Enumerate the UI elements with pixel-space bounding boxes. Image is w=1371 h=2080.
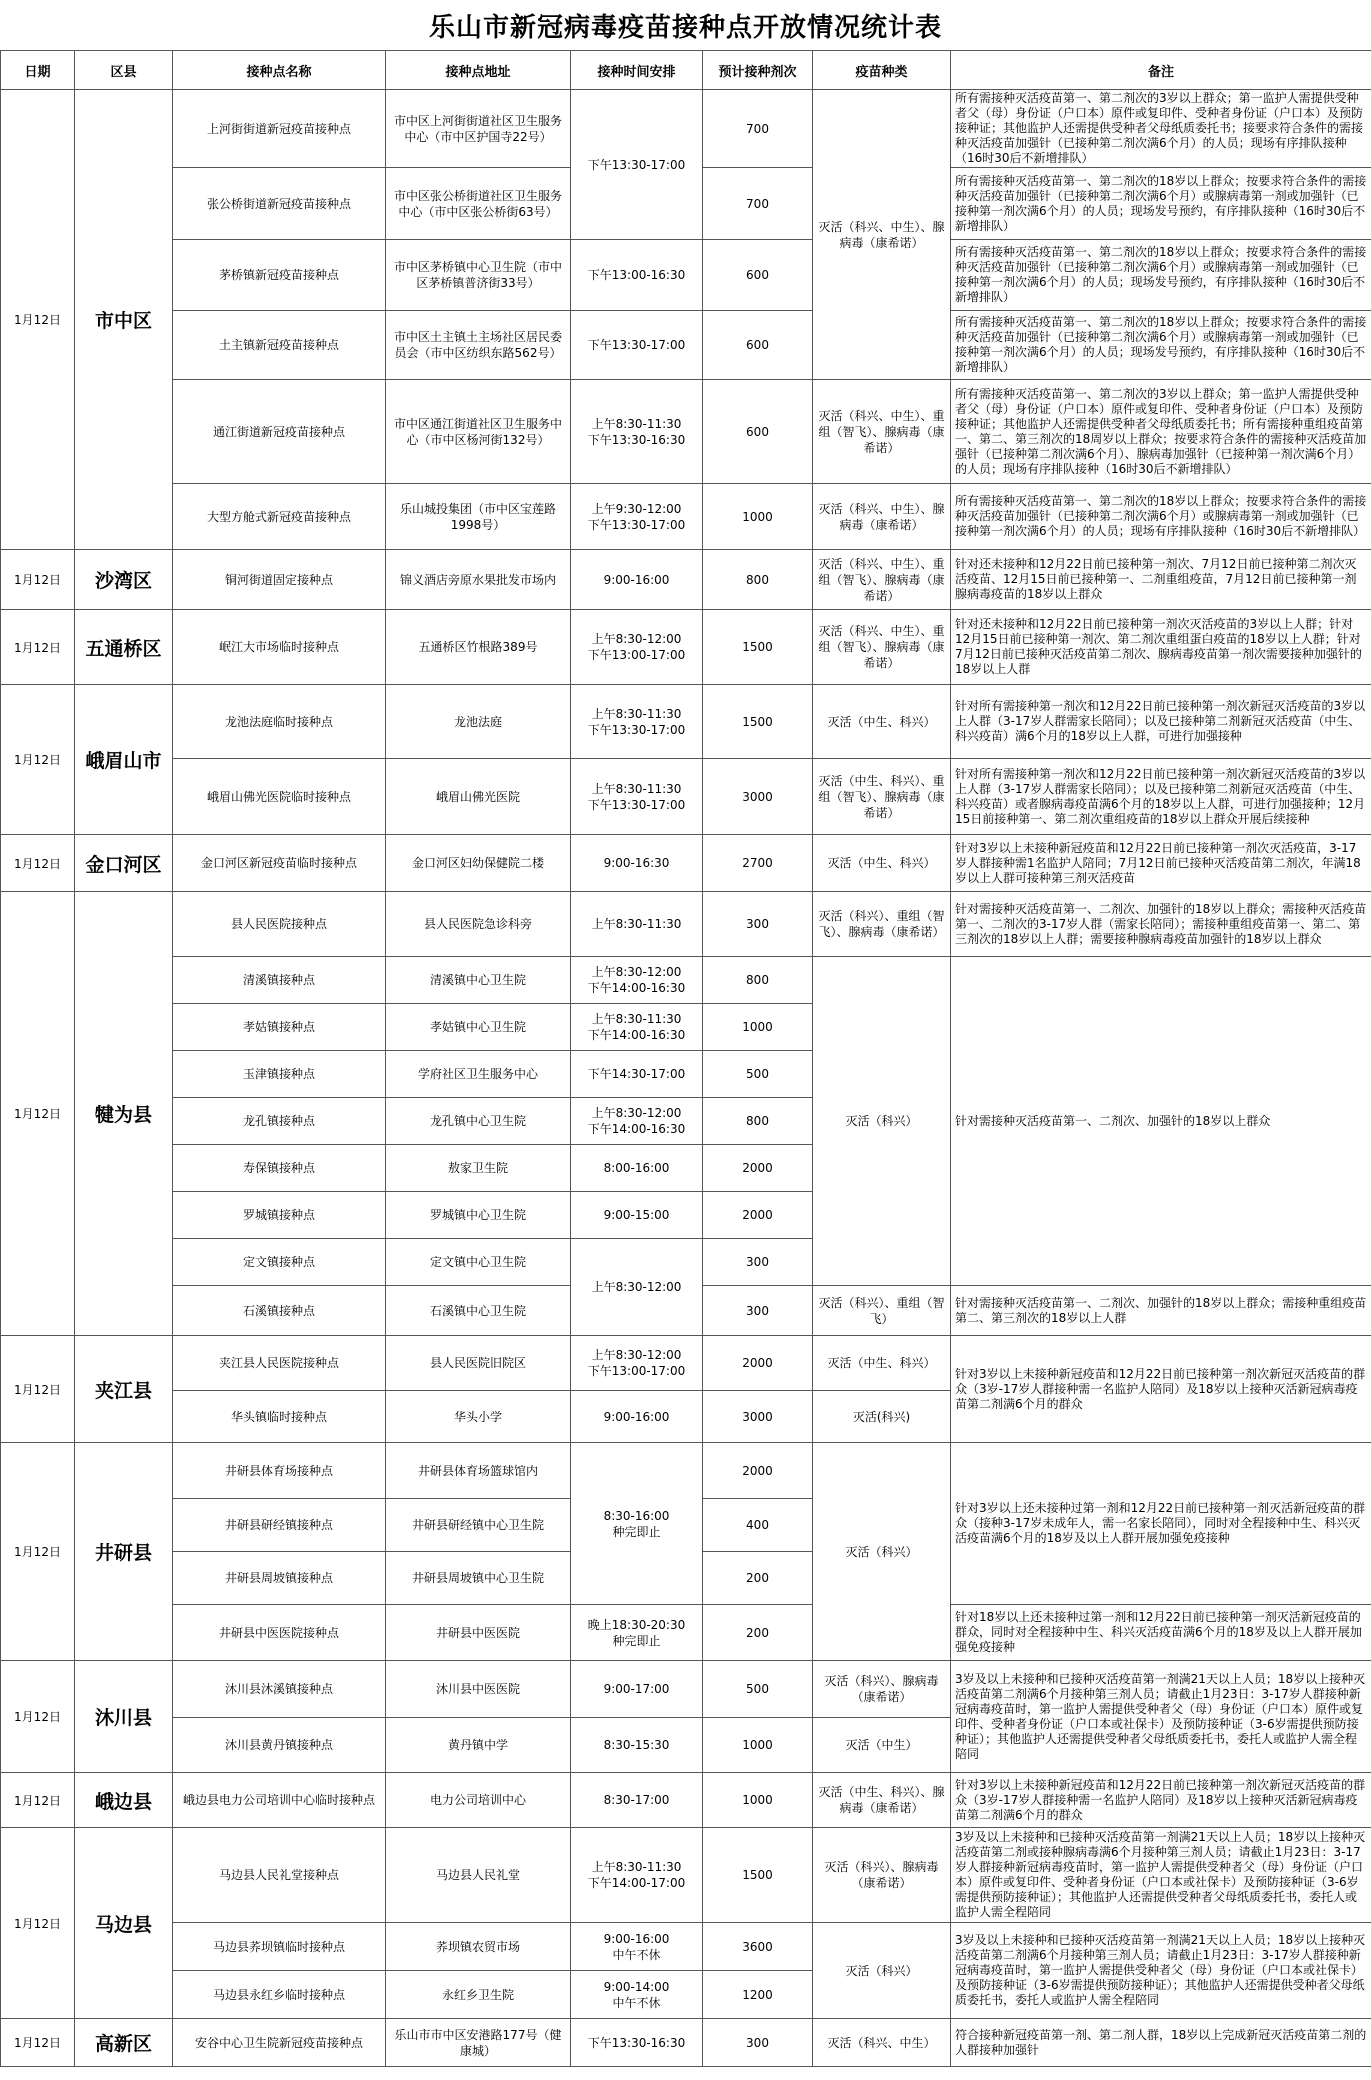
table-row xyxy=(1,1443,1371,1499)
doses-cell: 2000 xyxy=(703,1192,813,1239)
site-address-cell: 五通桥区竹根路389号 xyxy=(386,610,571,685)
doses-cell: 300 xyxy=(703,2019,813,2067)
doses-cell: 800 xyxy=(703,957,813,1004)
site-name-cell: 井研县研经镇接种点 xyxy=(173,1499,386,1552)
site-name-cell: 马边县荞坝镇临时接种点 xyxy=(173,1923,386,1971)
table-row xyxy=(1,892,1371,957)
doses-cell: 800 xyxy=(703,550,813,610)
table-row xyxy=(1,835,1371,892)
schedule-cell: 上午8:30-12:00 下午13:00-17:00 xyxy=(571,610,703,685)
site-address-cell: 金口河区妇幼保健院二楼 xyxy=(386,835,571,892)
table-row xyxy=(1,1605,1371,1661)
site-name-cell: 孝姑镇接种点 xyxy=(173,1004,386,1051)
doses-cell: 1000 xyxy=(703,484,813,550)
table-row xyxy=(1,380,1371,484)
notes-cell: 针对3岁以上未接种新冠疫苗和12月22日前已接种第一剂次灭活疫苗，3-17岁人群接种需1名监护人陪同；7月12日前已接种灭活疫苗第二剂次，年满18岁以上人群可接种第三剂灭活疫苗 xyxy=(951,835,1371,892)
site-name-cell: 县人民医院接种点 xyxy=(173,892,386,957)
site-address-cell: 市中区通江街道社区卫生服务中心（市中区杨河街132号） xyxy=(386,380,571,484)
site-address-cell: 乐山城投集团（市中区宝莲路1998号） xyxy=(386,484,571,550)
site-address-cell: 敖家卫生院 xyxy=(386,1145,571,1192)
vaccine-type-cell: 灭活（科兴）、腺病毒（康希诺） xyxy=(813,1661,951,1718)
schedule-cell: 上午8:30-12:00 下午13:00-17:00 xyxy=(571,1336,703,1391)
date-cell: 1月12日 xyxy=(1,90,75,550)
schedule-cell: 8:30-17:00 xyxy=(571,1773,703,1828)
site-address-cell: 井研县中医医院 xyxy=(386,1605,571,1661)
site-address-cell: 龙孔镇中心卫生院 xyxy=(386,1098,571,1145)
site-address-cell: 井研县周坡镇中心卫生院 xyxy=(386,1552,571,1605)
doses-cell: 2000 xyxy=(703,1443,813,1499)
site-name-cell: 夹江县人民医院接种点 xyxy=(173,1336,386,1391)
date-cell: 1月12日 xyxy=(1,2019,75,2067)
site-name-cell: 龙孔镇接种点 xyxy=(173,1098,386,1145)
doses-cell: 3600 xyxy=(703,1923,813,1971)
site-name-cell: 井研县中医医院接种点 xyxy=(173,1605,386,1661)
site-address-cell: 黄丹镇中学 xyxy=(386,1718,571,1773)
header-doses: 预计接种剂次 xyxy=(703,51,813,90)
site-name-cell: 大型方舱式新冠疫苗接种点 xyxy=(173,484,386,550)
doses-cell: 300 xyxy=(703,1286,813,1336)
notes-cell: 3岁及以上未接种和已接种灭活疫苗第一剂满21天以上人员；18岁以上接种灭活疫苗第二剂满6个月接种第三剂人员；请截止1月23日：3-17岁人群接种新冠病毒疫苗时，第一监护人需提供受种者父（母）身份证（户口本）原件或复印件、受种者身份证（户口本或社保卡）及预防接种证（3-6岁需提供预防接种证）；其他监护人还需提供受种者父母纸质委托书，委托人或监护人需全程陪同 xyxy=(951,1661,1371,1773)
sheet-title: 乐山市新冠病毒疫苗接种点开放情况统计表 xyxy=(428,12,942,43)
doses-cell: 2700 xyxy=(703,835,813,892)
site-name-cell: 铜河街道固定接种点 xyxy=(173,550,386,610)
site-address-cell: 峨眉山佛光医院 xyxy=(386,759,571,835)
doses-cell: 700 xyxy=(703,90,813,168)
site-name-cell: 华头镇临时接种点 xyxy=(173,1391,386,1443)
site-address-cell: 马边县人民礼堂 xyxy=(386,1828,571,1923)
doses-cell: 700 xyxy=(703,168,813,240)
table-row xyxy=(1,1828,1371,1923)
site-address-cell: 学府社区卫生服务中心 xyxy=(386,1051,571,1098)
site-address-cell: 永红乡卫生院 xyxy=(386,1971,571,2019)
schedule-cell: 下午13:00-16:30 xyxy=(571,240,703,311)
notes-cell: 所有需接种灭活疫苗第一、第二剂次的18岁以上群众；按要求符合条件的需接种灭活疫苗加强针（已接种第二剂次满6个月）或腺病毒第一剂或加强针（已接种第一剂次满6个月）的人员；现场有序排队接种（16时30后不新增排队） xyxy=(951,484,1371,550)
notes-cell: 针对还未接种和12月22日前已接种第一剂次灭活疫苗的3岁以上人群；针对12月15日前已接种第一剂次、第二剂次重组蛋白疫苗的18岁以上人群；针对7月12日前已接种灭活疫苗第二剂次、腺病毒疫苗第一剂次需要接种加强针的18岁以上人群 xyxy=(951,610,1371,685)
notes-cell: 针对所有需接种第一剂次和12月22日前已接种第一剂次新冠灭活疫苗的3岁以上人群（3-17岁人群需家长陪同）；以及已接种第二剂新冠灭活疫苗（中生、科兴疫苗）满6个月的18岁以上人群，可进行加强接种 xyxy=(951,685,1371,759)
district-cell: 峨边县 xyxy=(75,1773,173,1828)
table-row xyxy=(1,1773,1371,1828)
date-cell: 1月12日 xyxy=(1,1336,75,1443)
doses-cell: 1000 xyxy=(703,1718,813,1773)
notes-cell: 所有需接种灭活疫苗第一、第二剂次的18岁以上群众；按要求符合条件的需接种灭活疫苗加强针（已接种第二剂次满6个月）或腺病毒第一剂或加强针（已接种第一剂次满6个月）的人员；现场发号预约，有序排队接种（16时30后不新增排队） xyxy=(951,168,1371,240)
notes-cell: 3岁及以上未接种和已接种灭活疫苗第一剂满21天以上人员；18岁以上接种灭活疫苗第二剂满6个月接种第三剂人员；请截止1月23日：3-17岁人群接种新冠病毒疫苗时，第一监护人需提供受种者父（母）身份证（户口本或社保卡）及预防接种证（3-6岁需提供预防接种证）；其他监护人还需提供受种者父母纸质委托书，委托人或监护人需全程陪同 xyxy=(951,1923,1371,2019)
doses-cell: 500 xyxy=(703,1661,813,1718)
header-vaccine-type: 疫苗种类 xyxy=(813,51,951,90)
schedule-cell: 上午8:30-11:30 xyxy=(571,892,703,957)
district-cell: 犍为县 xyxy=(75,892,173,1336)
schedule-cell: 晚上18:30-20:30 种完即止 xyxy=(571,1605,703,1661)
doses-cell: 1000 xyxy=(703,1773,813,1828)
table-row xyxy=(1,685,1371,759)
table-row xyxy=(1,1923,1371,1971)
date-cell: 1月12日 xyxy=(1,892,75,1336)
notes-cell: 针对还未接种和12月22日前已接种第一剂次、7月12日前已接种第二剂次灭活疫苗、12月15日前已接种第一、二剂重组疫苗，7月12日前已接种第一剂腺病毒疫苗的18岁以上群众 xyxy=(951,550,1371,610)
date-cell: 1月12日 xyxy=(1,610,75,685)
site-address-cell: 市中区张公桥街道社区卫生服务中心（市中区张公桥街63号） xyxy=(386,168,571,240)
site-name-cell: 茅桥镇新冠疫苗接种点 xyxy=(173,240,386,311)
notes-cell: 所有需接种灭活疫苗第一、第二剂次的18岁以上群众；按要求符合条件的需接种灭活疫苗加强针（已接种第二剂次满6个月）或腺病毒第一剂或加强针（已接种第一剂次满6个月）的人员；现场发号预约，有序排队接种（16时30后不新增排队） xyxy=(951,240,1371,311)
table-row xyxy=(1,2019,1371,2067)
vaccine-type-cell: 灭活（科兴）、重组（智飞） xyxy=(813,1286,951,1336)
doses-cell: 1500 xyxy=(703,685,813,759)
schedule-cell: 上午8:30-11:30 下午14:00-16:30 xyxy=(571,1004,703,1051)
table-row xyxy=(1,957,1371,1004)
notes-cell: 针对需接种灭活疫苗第一、二剂次、加强针的18岁以上群众；需接种重组疫苗第二、第三剂次的18岁以上人群 xyxy=(951,1286,1371,1336)
site-address-cell: 罗城镇中心卫生院 xyxy=(386,1192,571,1239)
notes-cell: 针对需接种灭活疫苗第一、二剂次、加强针的18岁以上群众 xyxy=(951,957,1371,1286)
site-name-cell: 金口河区新冠疫苗临时接种点 xyxy=(173,835,386,892)
doses-cell: 200 xyxy=(703,1605,813,1661)
vaccine-type-cell: 灭活（科兴、中生）、重组（智飞）、腺病毒（康希诺） xyxy=(813,550,951,610)
site-address-cell: 沐川县中医医院 xyxy=(386,1661,571,1718)
notes-cell: 所有需接种灭活疫苗第一、第二剂次的18岁以上群众；按要求符合条件的需接种灭活疫苗加强针（已接种第二剂次满6个月）或腺病毒第一剂或加强针（已接种第一剂次满6个月）的人员；现场发号预约，有序排队接种（16时30后不新增排队） xyxy=(951,311,1371,380)
site-address-cell: 县人民医院旧院区 xyxy=(386,1336,571,1391)
table-row xyxy=(1,1336,1371,1391)
table-row xyxy=(1,484,1371,550)
site-address-cell: 华头小学 xyxy=(386,1391,571,1443)
date-cell: 1月12日 xyxy=(1,1661,75,1773)
site-name-cell: 张公桥街道新冠疫苗接种点 xyxy=(173,168,386,240)
schedule-cell: 9:00-17:00 xyxy=(571,1661,703,1718)
doses-cell: 600 xyxy=(703,311,813,380)
notes-cell: 针对3岁以上还未接种过第一剂和12月22日前已接种第一剂灭活新冠疫苗的群众（接种3-17岁未成年人，需一名家长陪同），同时对全程接种中生、科兴灭活疫苗满6个月的18岁及以上人群开展加强免疫接种 xyxy=(951,1443,1371,1605)
schedule-cell: 9:00-16:00 xyxy=(571,550,703,610)
district-cell: 沐川县 xyxy=(75,1661,173,1773)
site-name-cell: 沐川县沐溪镇接种点 xyxy=(173,1661,386,1718)
doses-cell: 600 xyxy=(703,380,813,484)
district-cell: 五通桥区 xyxy=(75,610,173,685)
site-address-cell: 荞坝镇农贸市场 xyxy=(386,1923,571,1971)
notes-cell: 所有需接种灭活疫苗第一、第二剂次的3岁以上群众；第一监护人需提供受种者父（母）身份证（户口本）原件或复印件、受种者身份证（户口本）及预防接种证；其他监护人还需提供受种者父母纸质委托书；接要求符合条件的需接种灭活疫苗加强针（已接种第二剂次满6个月）的人员；现场有序排队接种（16时30后不新增排队） xyxy=(951,90,1371,168)
site-name-cell: 马边县人民礼堂接种点 xyxy=(173,1828,386,1923)
site-address-cell: 清溪镇中心卫生院 xyxy=(386,957,571,1004)
date-cell: 1月12日 xyxy=(1,550,75,610)
notes-cell: 针对18岁以上还未接种过第一剂和12月22日前已接种第一剂灭活新冠疫苗的群众，同时对全程接种中生、科兴灭活疫苗满6个月的18岁及以上人群开展加强免疫接种 xyxy=(951,1605,1371,1661)
notes-cell: 针对需接种灭活疫苗第一、二剂次、加强针的18岁以上群众；需接种灭活疫苗第一、二剂次的3-17岁人群（需家长陪同）；需接种重组疫苗第一、第二、第三剂次的18岁以上人群；需要接种腺病毒疫苗加强针的18岁以上群众 xyxy=(951,892,1371,957)
doses-cell: 1200 xyxy=(703,1971,813,2019)
vaccine-type-cell: 灭活（科兴） xyxy=(813,1923,951,2019)
schedule-cell: 9:00-15:00 xyxy=(571,1192,703,1239)
schedule-cell: 上午8:30-12:00 下午14:00-16:30 xyxy=(571,957,703,1004)
schedule-cell: 下午14:30-17:00 xyxy=(571,1051,703,1098)
site-address-cell: 石溪镇中心卫生院 xyxy=(386,1286,571,1336)
vaccine-type-cell: 灭活（科兴、中生）、腺病毒（康希诺） xyxy=(813,90,951,380)
date-cell: 1月12日 xyxy=(1,1443,75,1661)
date-cell: 1月12日 xyxy=(1,685,75,835)
vaccine-type-cell: 灭活（科兴、中生） xyxy=(813,2019,951,2067)
district-cell: 沙湾区 xyxy=(75,550,173,610)
district-cell: 高新区 xyxy=(75,2019,173,2067)
schedule-cell: 上午8:30-11:30 下午14:00-17:00 xyxy=(571,1828,703,1923)
doses-cell: 400 xyxy=(703,1499,813,1552)
schedule-cell: 8:30-15:30 xyxy=(571,1718,703,1773)
site-name-cell: 石溪镇接种点 xyxy=(173,1286,386,1336)
header-date: 日期 xyxy=(1,51,75,90)
table-row xyxy=(1,610,1371,685)
site-address-cell: 井研县研经镇中心卫生院 xyxy=(386,1499,571,1552)
site-address-cell: 市中区上河街街道社区卫生服务中心（市中区护国寺22号） xyxy=(386,90,571,168)
notes-cell: 针对3岁以上未接种新冠疫苗和12月22日前已接种第一剂次新冠灭活疫苗的群众（3岁-17岁人群接种需一名监护人陪同）及18岁以上接种灭活新冠病毒疫苗第二剂满6个月的群众 xyxy=(951,1336,1371,1443)
doses-cell: 1500 xyxy=(703,610,813,685)
doses-cell: 500 xyxy=(703,1051,813,1098)
site-address-cell: 锦义酒店旁原水果批发市场内 xyxy=(386,550,571,610)
vaccine-type-cell: 灭活（科兴、中生）、重组（智飞）、腺病毒（康希诺） xyxy=(813,610,951,685)
table-row xyxy=(1,311,1371,380)
doses-cell: 300 xyxy=(703,1239,813,1286)
district-cell: 夹江县 xyxy=(75,1336,173,1443)
district-cell: 市中区 xyxy=(75,90,173,550)
schedule-cell: 下午13:30-16:30 xyxy=(571,2019,703,2067)
table-row xyxy=(1,759,1371,835)
vaccine-type-cell: 灭活（科兴） xyxy=(813,1443,951,1661)
header-site-address: 接种点地址 xyxy=(386,51,571,90)
doses-cell: 2000 xyxy=(703,1145,813,1192)
site-name-cell: 定文镇接种点 xyxy=(173,1239,386,1286)
schedule-cell: 9:00-16:00 中午不休 xyxy=(571,1923,703,1971)
site-name-cell: 通江街道新冠疫苗接种点 xyxy=(173,380,386,484)
district-cell: 金口河区 xyxy=(75,835,173,892)
site-name-cell: 峨边县电力公司培训中心临时接种点 xyxy=(173,1773,386,1828)
vaccine-type-cell: 灭活（科兴） xyxy=(813,957,951,1286)
vaccine-type-cell: 灭活（中生、科兴） xyxy=(813,835,951,892)
vaccine-type-cell: 灭活（中生、科兴）、重组（智飞）、腺病毒（康希诺） xyxy=(813,759,951,835)
schedule-cell: 9:00-14:00 中午不休 xyxy=(571,1971,703,2019)
site-address-cell: 定文镇中心卫生院 xyxy=(386,1239,571,1286)
schedule-cell: 8:00-16:00 xyxy=(571,1145,703,1192)
site-name-cell: 岷江大市场临时接种点 xyxy=(173,610,386,685)
vaccine-type-cell: 灭活（中生、科兴）、腺病毒（康希诺） xyxy=(813,1773,951,1828)
site-name-cell: 沐川县黄丹镇接种点 xyxy=(173,1718,386,1773)
schedule-cell: 上午8:30-11:30 下午13:30-16:30 xyxy=(571,380,703,484)
site-name-cell: 峨眉山佛光医院临时接种点 xyxy=(173,759,386,835)
table-row xyxy=(1,550,1371,610)
district-cell: 峨眉山市 xyxy=(75,685,173,835)
site-address-cell: 电力公司培训中心 xyxy=(386,1773,571,1828)
date-cell: 1月12日 xyxy=(1,1828,75,2019)
schedule-cell: 9:00-16:30 xyxy=(571,835,703,892)
site-name-cell: 上河街街道新冠疫苗接种点 xyxy=(173,90,386,168)
site-address-cell: 市中区茅桥镇中心卫生院（市中区茅桥镇普济街33号） xyxy=(386,240,571,311)
notes-cell: 针对3岁以上未接种新冠疫苗和12月22日前已接种第一剂次新冠灭活疫苗的群众（3岁-17岁人群接种需一名监护人陪同）及18岁以上接种灭活新冠病毒疫苗第二剂满6个月的群众 xyxy=(951,1773,1371,1828)
doses-cell: 1500 xyxy=(703,1828,813,1923)
schedule-cell: 上午8:30-11:30 下午13:30-17:00 xyxy=(571,759,703,835)
doses-cell: 600 xyxy=(703,240,813,311)
doses-cell: 800 xyxy=(703,1098,813,1145)
site-name-cell: 井研县体育场接种点 xyxy=(173,1443,386,1499)
vaccination-table xyxy=(0,50,1371,2067)
table-row xyxy=(1,90,1371,168)
notes-cell: 符合接种新冠疫苗第一剂、第二剂人群，18岁以上完成新冠灭活疫苗第二剂的人群接种加强针 xyxy=(951,2019,1371,2067)
site-name-cell: 玉津镇接种点 xyxy=(173,1051,386,1098)
header-schedule: 接种时间安排 xyxy=(571,51,703,90)
site-name-cell: 罗城镇接种点 xyxy=(173,1192,386,1239)
header-site-name: 接种点名称 xyxy=(173,51,386,90)
schedule-cell: 上午8:30-12:00 下午14:00-16:30 xyxy=(571,1098,703,1145)
header-notes: 备注 xyxy=(951,51,1371,90)
doses-cell: 2000 xyxy=(703,1336,813,1391)
site-name-cell: 井研县周坡镇接种点 xyxy=(173,1552,386,1605)
vaccine-type-cell: 灭活（科兴、中生）、腺病毒（康希诺） xyxy=(813,484,951,550)
notes-cell: 针对所有需接种第一剂次和12月22日前已接种第一剂次新冠灭活疫苗的3岁以上人群（3-17岁人群需家长陪同）；以及已接种第二剂新冠灭活疫苗（中生、科兴疫苗）或者腺病毒疫苗满6个月的18岁以上人群，可进行加强接种；12月15日前接种第一、第二剂次重组疫苗的18岁以上群众开展后续接种 xyxy=(951,759,1371,835)
site-address-cell: 龙池法庭 xyxy=(386,685,571,759)
doses-cell: 3000 xyxy=(703,759,813,835)
schedule-cell: 下午13:30-17:00 xyxy=(571,311,703,380)
vaccine-type-cell: 灭活（科兴）、腺病毒（康希诺） xyxy=(813,1828,951,1923)
doses-cell: 1000 xyxy=(703,1004,813,1051)
doses-cell: 3000 xyxy=(703,1391,813,1443)
site-name-cell: 寿保镇接种点 xyxy=(173,1145,386,1192)
site-name-cell: 龙池法庭临时接种点 xyxy=(173,685,386,759)
vaccine-type-cell: 灭活（科兴）、重组（智飞）、腺病毒（康希诺） xyxy=(813,892,951,957)
schedule-cell: 下午13:30-17:00 xyxy=(571,90,703,240)
table-row xyxy=(1,1661,1371,1718)
vaccine-type-cell: 灭活(科兴) xyxy=(813,1391,951,1443)
site-name-cell: 清溪镇接种点 xyxy=(173,957,386,1004)
site-name-cell: 马边县永红乡临时接种点 xyxy=(173,1971,386,2019)
schedule-cell: 上午8:30-11:30 下午13:30-17:00 xyxy=(571,685,703,759)
site-address-cell: 乐山市市中区安港路177号（健康城） xyxy=(386,2019,571,2067)
site-address-cell: 市中区土主镇土主场社区居民委员会（市中区纺织东路562号） xyxy=(386,311,571,380)
site-name-cell: 土主镇新冠疫苗接种点 xyxy=(173,311,386,380)
date-cell: 1月12日 xyxy=(1,1773,75,1828)
notes-cell: 所有需接种灭活疫苗第一、第二剂次的3岁以上群众；第一监护人需提供受种者父（母）身份证（户口本）原件或复印件、受种者身份证（户口本）及预防接种证；其他监护人还需提供受种者父母纸质委托书；所有需接种重组疫苗第一、第二、第三剂次的18周岁以上群众；按要求符合条件的需接种灭活疫苗加强针（已接种第二剂次满6个月）、腺病毒加强针（已接种第一剂次满6个月）的人员；现场有序排队接种（16时30后不新增排队） xyxy=(951,380,1371,484)
site-address-cell: 孝姑镇中心卫生院 xyxy=(386,1004,571,1051)
schedule-cell: 8:30-16:00 种完即止 xyxy=(571,1443,703,1605)
schedule-cell: 9:00-16:00 xyxy=(571,1391,703,1443)
header-row xyxy=(1,51,1371,90)
schedule-cell: 上午9:30-12:00 下午13:30-17:00 xyxy=(571,484,703,550)
notes-cell: 3岁及以上未接种和已接种灭活疫苗第一剂满21天以上人员；18岁以上接种灭活疫苗第二剂或接种腺病毒满6个月接种第三剂人员；请截止1月23日：3-17岁人群接种新冠病毒疫苗时，第一监护人需提供受种者父（母）身份证（户口本）原件或复印件、受种者身份证（户口本或社保卡）及预防接种证（3-6岁需提供预防接种证）；其他监护人还需提供受种者父母纸质委托书，委托人或监护人需全程陪同 xyxy=(951,1828,1371,1923)
site-address-cell: 县人民医院急诊科旁 xyxy=(386,892,571,957)
site-address-cell: 井研县体育场篮球馆内 xyxy=(386,1443,571,1499)
vaccine-type-cell: 灭活（中生） xyxy=(813,1718,951,1773)
site-name-cell: 安谷中心卫生院新冠疫苗接种点 xyxy=(173,2019,386,2067)
doses-cell: 300 xyxy=(703,892,813,957)
schedule-cell: 上午8:30-12:00 xyxy=(571,1239,703,1336)
vaccine-type-cell: 灭活（中生、科兴） xyxy=(813,685,951,759)
vaccine-type-cell: 灭活（中生、科兴） xyxy=(813,1336,951,1391)
doses-cell: 200 xyxy=(703,1552,813,1605)
vaccine-type-cell: 灭活（科兴、中生）、重组（智飞）、腺病毒（康希诺） xyxy=(813,380,951,484)
district-cell: 马边县 xyxy=(75,1828,173,2019)
date-cell: 1月12日 xyxy=(1,835,75,892)
header-district: 区县 xyxy=(75,51,173,90)
table-row xyxy=(1,240,1371,311)
district-cell: 井研县 xyxy=(75,1443,173,1661)
